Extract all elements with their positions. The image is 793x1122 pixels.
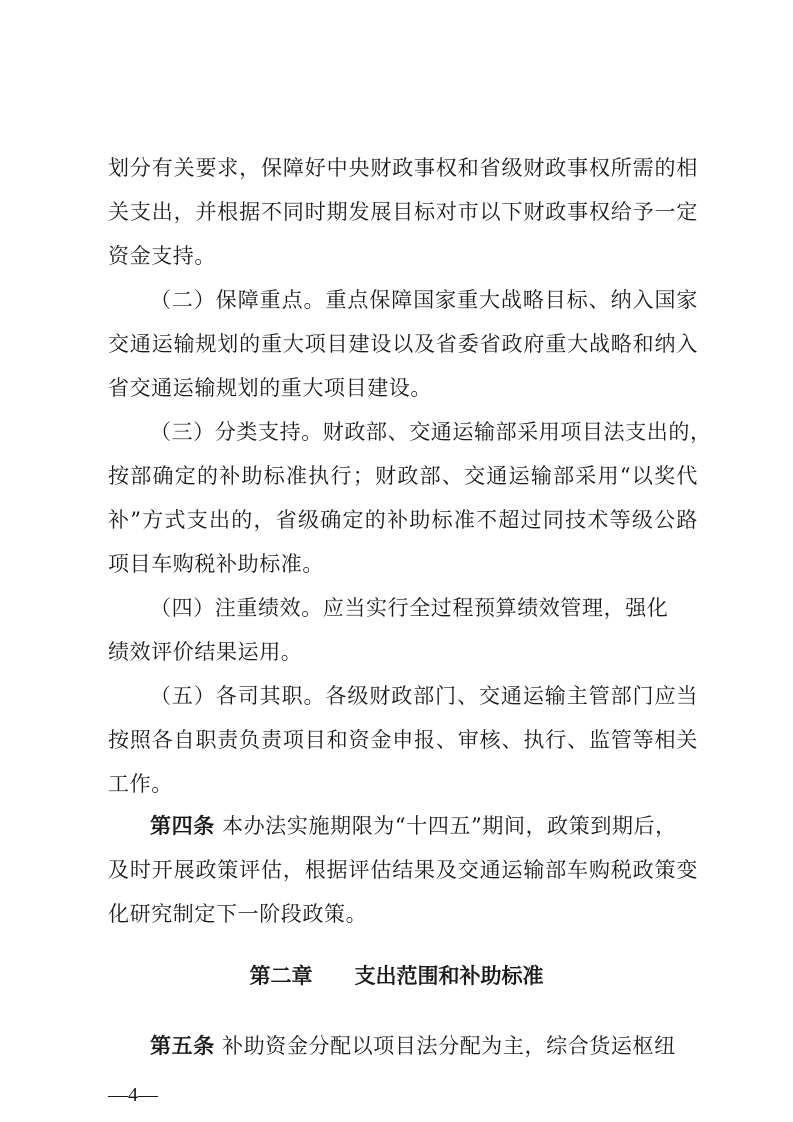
text-line: 按照各自职责负责项目和资金申报、审核、执行、监管等相关	[108, 728, 698, 752]
page-number: —4—	[108, 1084, 158, 1106]
article-4-first-line	[150, 810, 698, 842]
text-line: 划分有关要求，保障好中央财政事权和省级财政事权所需的相	[108, 156, 698, 180]
text-line: （二）保障重点。重点保障国家重大战略目标、纳入国家	[150, 288, 698, 312]
text-line: （三）分类支持。财政部、交通运输部采用项目法支出的，	[150, 420, 712, 444]
text-line: 按部确定的补助标准执行；财政部、交通运输部采用“以奖代	[108, 464, 698, 488]
text-line: 补”方式支出的，省级确定的补助标准不超过同技术等级公路	[108, 508, 698, 532]
article-5-first-line	[150, 1030, 698, 1062]
article-5-label: 第五条	[150, 1034, 215, 1058]
text-line: 项目车购税补助标准。	[108, 552, 324, 576]
chapter-heading: 第二章 支出范围和补助标准	[249, 964, 544, 988]
text-line: 化研究制定下一阶段政策。	[108, 902, 368, 926]
text-line: 工作。	[108, 772, 173, 796]
text-line: 关支出，并根据不同时期发展目标对市以下财政事权给予一定	[108, 200, 698, 224]
text-line: 省交通运输规划的重大项目建设。	[108, 376, 432, 400]
text-line: 绩效评价结果运用。	[108, 640, 303, 664]
text-line: （五）各司其职。各级财政部门、交通运输主管部门应当	[150, 684, 698, 708]
article-4-label: 第四条	[150, 814, 215, 838]
text-line: 及时开展政策评估，根据评估结果及交通运输部车购税政策变	[108, 858, 698, 882]
text-line: 交通运输规划的重大项目建设以及省委省政府重大战略和纳入	[108, 332, 698, 356]
article-5-text: 补助资金分配以项目法分配为主，综合货运枢纽	[222, 1034, 676, 1058]
text-line: 资金支持。	[108, 244, 216, 268]
article-4-text: 本办法实施期限为“十四五”期间，政策到期后，	[222, 814, 677, 838]
text-line: （四）注重绩效。应当实行全过程预算绩效管理，强化	[150, 596, 669, 620]
